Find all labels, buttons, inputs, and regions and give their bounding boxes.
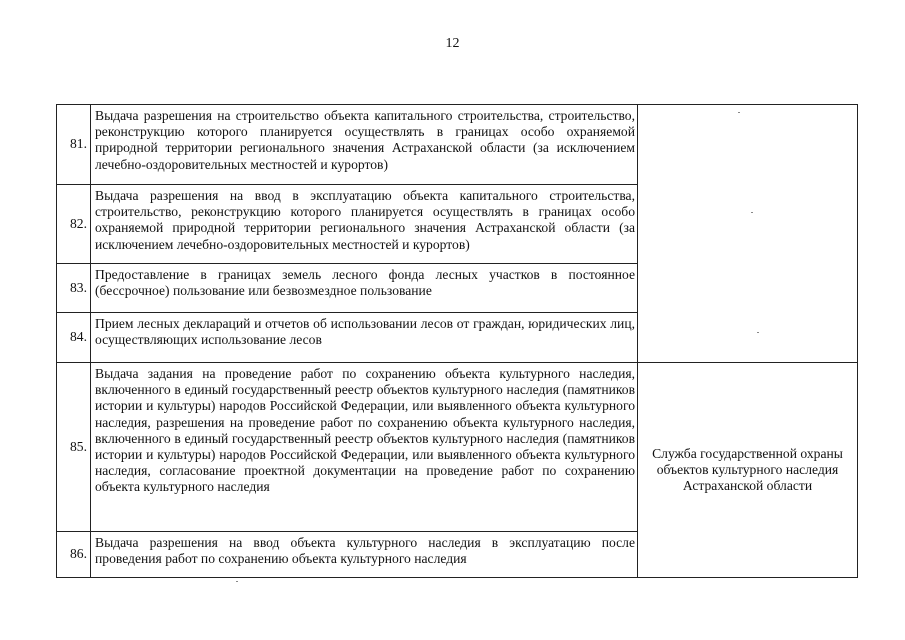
- row-number: 85.: [57, 363, 91, 532]
- scan-speck: [751, 212, 753, 213]
- scan-speck: [738, 112, 740, 113]
- scan-speck: [236, 581, 238, 582]
- row-number: 82.: [57, 185, 91, 264]
- table-row: [57, 363, 858, 532]
- service-description: Выдача задания на проведение работ по сохранению объекта культурного наследия, включенного в единый государственный реестр объектов культурного наследия (памятников истории и культуры) народов Российской Федерации, или выявленного объекта культурного наследия, разрешения на проведение работ по сохранению объекта культурного наследия, включенного в единый государственный реестр объектов культурного наследия (памятников истории и культуры) народов Российской Федерации, или выявленного объекта культурного наследия, согласование проектной документации на проведение работ по сохранению объекта культурного наследия: [91, 363, 638, 532]
- service-description: Прием лесных деклараций и отчетов об использовании лесов от граждан, юридических лиц, осуществляющих использование лесов: [91, 313, 638, 363]
- table-row: [57, 105, 858, 185]
- scan-speck: [757, 332, 759, 333]
- page-number: 12: [445, 36, 460, 51]
- row-number: 81.: [57, 105, 91, 185]
- service-description: Выдача разрешения на ввод в эксплуатацию объекта капитального строительства, строительство, реконструкцию которого планируется осуществлять в границах особо охраняемой природной территории регионального значения Астраханской области (за исключением лечебно-оздоровительных местностей и курортов): [91, 185, 638, 264]
- services-table: [56, 104, 858, 578]
- agency-name: Служба государственной охраны объектов культурного наследия Астраханской области: [638, 363, 858, 578]
- row-number: 84.: [57, 313, 91, 363]
- row-number: 86.: [57, 532, 91, 578]
- service-description: Выдача разрешения на ввод объекта культурного наследия в эксплуатацию после проведения работ по сохранению объекта культурного наследия: [91, 532, 638, 578]
- service-description: Предоставление в границах земель лесного фонда лесных участков в постоянное (бессрочное) пользование или безвозмездное пользование: [91, 264, 638, 313]
- service-description: Выдача разрешения на строительство объекта капитального строительства, строительство, реконструкцию которого планируется осуществлять в границах особо охраняемой природной территории регионального значения Астраханской области (за исключением лечебно-оздоровительных местностей и курортов): [91, 105, 638, 185]
- agency-cell-empty: [638, 105, 858, 363]
- row-number: 83.: [57, 264, 91, 313]
